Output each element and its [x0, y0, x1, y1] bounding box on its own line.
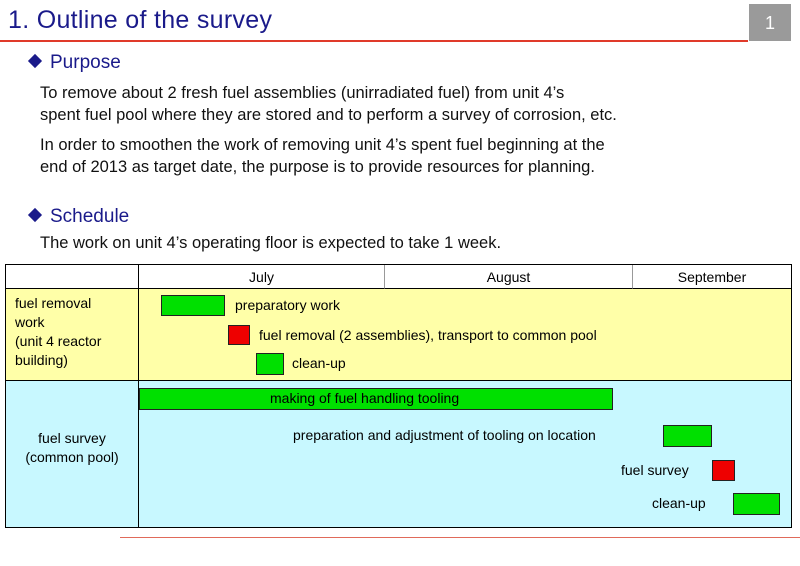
task-bar-clean-up: [256, 353, 284, 375]
month-july: July: [139, 265, 385, 289]
fuel-removal-timeline: [139, 289, 791, 381]
task-label-making-tooling: making of fuel handling tooling: [270, 390, 460, 406]
fuel-removal-label-line: fuel removal: [15, 295, 92, 311]
task-label-clean-up: clean-up: [292, 355, 346, 371]
diamond-bullet-icon: [28, 208, 42, 222]
fuel-survey-label-line: fuel survey: [38, 430, 106, 446]
task-label-survey-clean-up: clean-up: [652, 495, 706, 511]
fuel-removal-label-line: work: [15, 314, 45, 330]
diamond-bullet-icon: [28, 54, 42, 68]
fuel-survey-timeline: [139, 381, 791, 527]
task-label-fuel-survey: fuel survey: [621, 462, 689, 478]
purpose-line-4: end of 2013 as target date, the purpose is to provide resources for planning.: [40, 158, 595, 176]
fuel-removal-label-line: building): [15, 352, 68, 368]
task-bar-preparatory-work: [161, 295, 225, 316]
footer-rule: [120, 537, 800, 538]
purpose-heading: [30, 52, 121, 74]
schedule-table: [5, 264, 792, 528]
schedule-line-1: The work on unit 4’s operating floor is expected to take 1 week.: [40, 234, 502, 252]
schedule-heading-label: Schedule: [50, 206, 130, 227]
schedule-heading: [30, 206, 129, 228]
purpose-line-1: To remove about 2 fresh fuel assemblies (unirradiated fuel) from unit 4’s: [40, 84, 565, 102]
purpose-line-3: In order to smoothen the work of removing unit 4’s spent fuel beginning at the: [40, 136, 605, 154]
task-bar-survey-clean-up: [733, 493, 780, 515]
header-corner-cell: [6, 265, 139, 289]
purpose-heading-label: Purpose: [50, 52, 121, 73]
task-bar-fuel-survey: [712, 460, 735, 481]
title-rule: [0, 40, 748, 42]
task-bar-fuel-removal: [228, 325, 250, 345]
month-september: September: [633, 265, 791, 289]
fuel-survey-label-cell: [6, 381, 139, 527]
task-label-fuel-removal: fuel removal (2 assemblies), transport to common pool: [259, 327, 597, 343]
task-label-preparatory-work: preparatory work: [235, 297, 341, 313]
page-number: 1: [749, 4, 791, 41]
fuel-removal-label-line: (unit 4 reactor: [15, 333, 102, 349]
page-title: 1. Outline of the survey: [8, 6, 273, 34]
fuel-removal-label-cell: [6, 289, 139, 381]
purpose-line-2: spent fuel pool where they are stored and to perform a survey of corrosion, etc.: [40, 106, 617, 124]
task-bar-tooling-adjustment: [663, 425, 712, 447]
task-label-tooling-adjustment: preparation and adjustment of tooling on location: [293, 427, 596, 443]
fuel-survey-label-line: (common pool): [25, 449, 119, 465]
month-august: August: [385, 265, 633, 289]
